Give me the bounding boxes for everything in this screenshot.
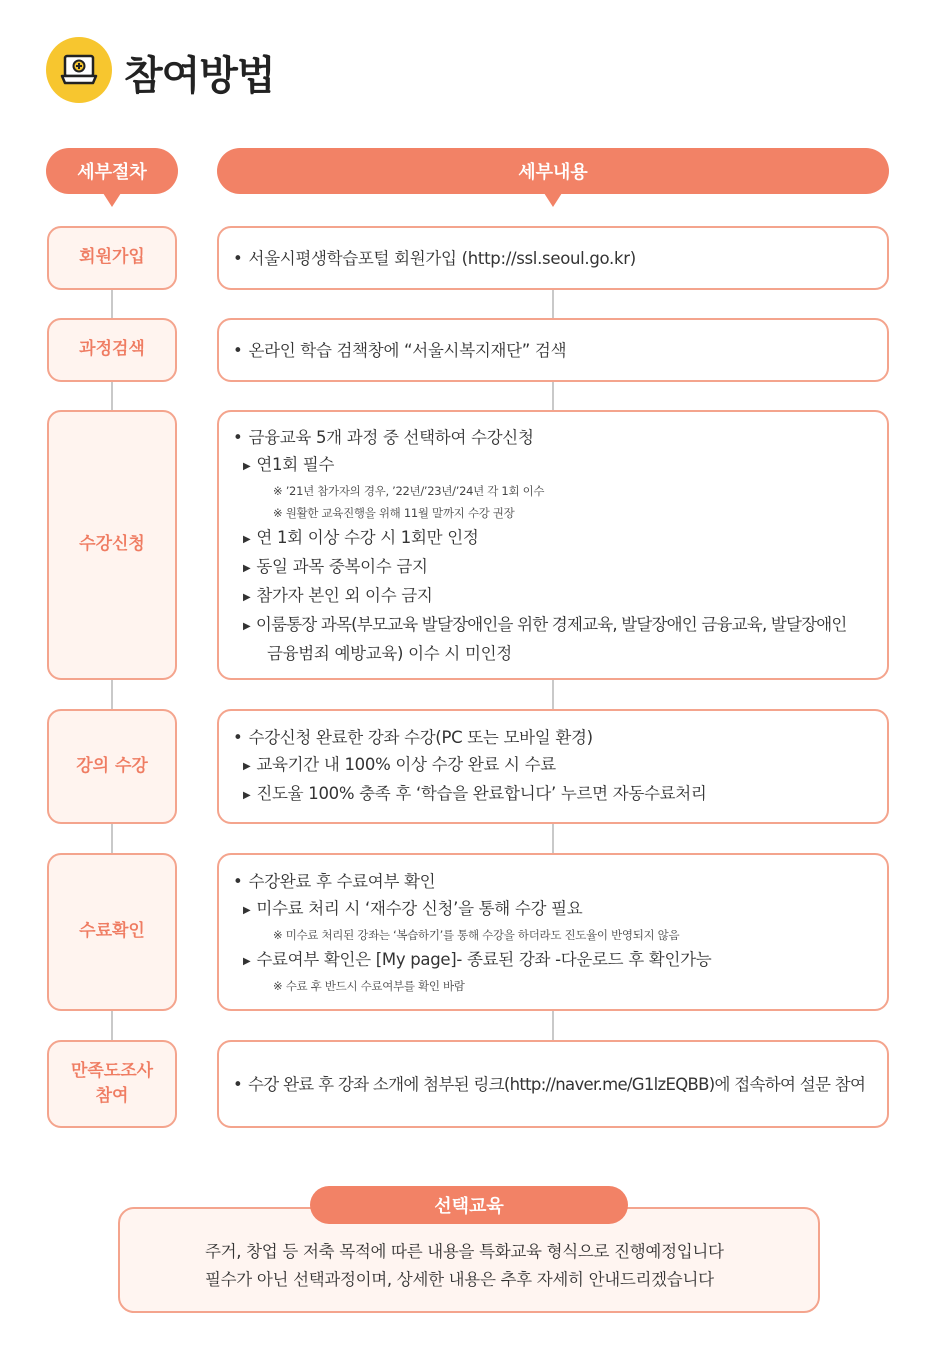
connector-line bbox=[111, 824, 113, 853]
note-item: ※ 수료 후 반드시 수료여부를 확인 바람 bbox=[273, 978, 465, 993]
page-title: 참여방법 bbox=[124, 53, 275, 99]
list-item: ▶ 동일 과목 중복이수 금지 bbox=[243, 556, 428, 576]
list-item-continued: 금융범죄 예방교육) 이수 시 미인정 bbox=[267, 643, 512, 663]
note-item: ※ 미수료 처리된 강좌는 ‘복습하기’를 통해 수강을 하더라도 진도율이 반영되지 않음 bbox=[273, 927, 680, 942]
list-item: ▶ 미수료 처리 시 ‘재수강 신청’을 통해 수강 필요 bbox=[243, 898, 583, 918]
step-lecture-details bbox=[217, 709, 889, 824]
note-item: ※ 원활한 교육진행을 위해 11월 말까지 수강 권장 bbox=[273, 505, 515, 520]
list-item: ▶ 이룸통장 과목(부모교육 발달장애인을 위한 경제교육, 발달장애인 금융교육, 발달장애인 bbox=[243, 614, 847, 634]
optional-education-text bbox=[205, 1238, 724, 1294]
step-signup-details bbox=[217, 226, 889, 290]
step-label: 회원가입 bbox=[79, 247, 145, 268]
connector-line bbox=[111, 680, 113, 709]
list-item: • 수강 완료 후 강좌 소개에 첨부된 링크(http://naver.me/G1lzEQBB)에 접속하여 설문 참여 bbox=[233, 1074, 866, 1094]
column-header-details bbox=[217, 148, 889, 194]
step-signup bbox=[47, 226, 177, 290]
step-label: 만족도조사 참여 bbox=[70, 1060, 154, 1106]
step-course-search-details bbox=[217, 318, 889, 382]
step-completion-check-details bbox=[217, 853, 889, 1011]
list-item: • 수강완료 후 수료여부 확인 bbox=[233, 871, 436, 891]
list-item: ▶ 교육기간 내 100% 이상 수강 완료 시 수료 bbox=[243, 755, 556, 774]
connector-line bbox=[552, 680, 554, 709]
down-arrow-icon bbox=[103, 193, 121, 207]
text-line: 주거, 창업 등 저축 목적에 따른 내용을 특화교육 형식으로 진행예정입니다 bbox=[205, 1242, 724, 1261]
column-header-details-label: 세부내용 bbox=[518, 162, 588, 183]
connector-line bbox=[111, 1011, 113, 1040]
list-item: ▶ 연1회 필수 bbox=[243, 454, 335, 474]
step-enrollment bbox=[47, 410, 177, 680]
list-item: • 금융교육 5개 과정 중 선택하여 수강신청 bbox=[233, 427, 534, 447]
optional-education-badge bbox=[310, 1186, 628, 1224]
connector-line bbox=[552, 290, 554, 318]
connector-line bbox=[111, 382, 113, 410]
step-survey bbox=[47, 1040, 177, 1128]
step-lecture bbox=[47, 709, 177, 824]
list-item: • 수강신청 완료한 강좌 수강(PC 또는 모바일 환경) bbox=[233, 728, 593, 747]
column-header-procedure-label: 세부절차 bbox=[77, 162, 147, 183]
step-label: 수강신청 bbox=[79, 534, 145, 555]
step-enrollment-details bbox=[217, 410, 889, 680]
step-course-search bbox=[47, 318, 177, 382]
list-item: ▶ 진도율 100% 충족 후 ‘학습을 완료합니다’ 누르면 자동수료처리 bbox=[243, 784, 707, 803]
optional-education-label: 선택교육 bbox=[434, 1196, 504, 1217]
text-line: 필수가 아닌 선택과정이며, 상세한 내용은 추후 자세히 안내드리겠습니다 bbox=[205, 1270, 714, 1289]
step-label: 수료확인 bbox=[79, 921, 145, 942]
column-header-procedure bbox=[46, 148, 178, 194]
list-item: • 온라인 학습 검책창에 “서울시복지재단” 검색 bbox=[233, 340, 567, 360]
list-item: ▶ 수료여부 확인은 [My page]- 종료된 강좌 -다운로드 후 확인가능 bbox=[243, 949, 712, 969]
list-item: ▶ 연 1회 이상 수강 시 1회만 인정 bbox=[243, 527, 479, 547]
step-survey-details bbox=[217, 1040, 889, 1128]
book-icon bbox=[46, 37, 112, 103]
step-completion-check bbox=[47, 853, 177, 1011]
connector-line bbox=[552, 1011, 554, 1040]
note-item: ※ ’21년 참가자의 경우, ’22년/’23년/’24년 각 1회 이수 bbox=[273, 483, 545, 498]
connector-line bbox=[552, 382, 554, 410]
connector-line bbox=[111, 290, 113, 318]
connector-line bbox=[552, 824, 554, 853]
down-arrow-icon bbox=[544, 193, 562, 207]
list-item: ▶ 참가자 본인 외 이수 금지 bbox=[243, 585, 433, 605]
list-item: • 서울시평생학습포털 회원가입 (http://ssl.seoul.go.kr) bbox=[233, 248, 636, 268]
step-label: 과정검색 bbox=[79, 339, 145, 360]
step-label: 강의 수강 bbox=[76, 755, 148, 776]
